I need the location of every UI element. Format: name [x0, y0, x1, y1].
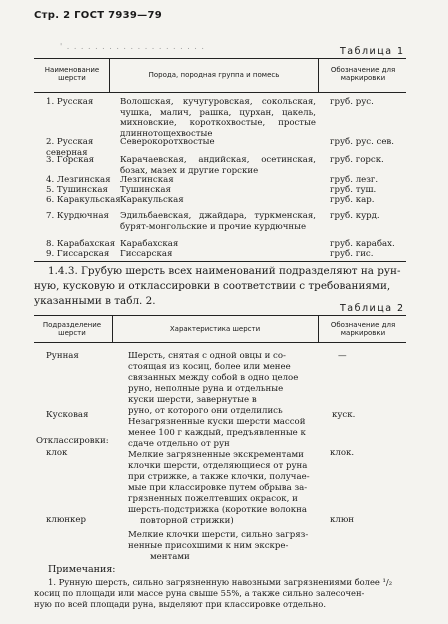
table1-row-name: 3. Горская — [46, 155, 95, 165]
table2-row-name: клок — [46, 448, 68, 458]
table2-desc-line: мые при классировке путем обрыва за- — [128, 483, 308, 493]
table1-head-name: Наименование шерсти — [44, 66, 100, 82]
table2-head-desc: Характеристика шерсти — [169, 325, 261, 333]
table2-desc-line: клочки шерсти, отделяющиеся от руна — [128, 461, 308, 471]
table1-row-breed: Карачаевская, андийская, осетинская, бозах, мазех и другие горские — [120, 155, 316, 176]
table1-row-mark: груб. рус. сев. — [330, 137, 394, 147]
table1-row-name: 7. Курдючная — [46, 211, 109, 221]
table2-desc-line: Мелкие загрязненные экскрементами — [128, 450, 304, 460]
table1-bottom-rule — [34, 261, 406, 262]
table1-row-name: 4. Лезгинская — [46, 175, 111, 185]
table2-col-divider-2 — [318, 315, 319, 342]
notes-line: косиц по площади или массе руна свыше 55%, а также сильно залесочен- — [34, 588, 365, 598]
table2-row-name: клюнкер — [46, 515, 86, 525]
page-header: Стр. 2 ГОСТ 7939—79 — [34, 10, 162, 21]
notes-title: Примечания: — [48, 564, 116, 575]
table1-row-name: 6. Каракульская — [46, 195, 121, 205]
table1-col-divider-1 — [109, 58, 110, 92]
table2-desc-line: при стрижке, а также клочки, получае- — [128, 472, 310, 482]
table1-row-name: 2. Русская северная — [46, 137, 94, 158]
table2-desc-line: Мелкие клочки шерсти, сильно загряз- — [128, 530, 309, 540]
table1-row-mark: груб. кар. — [330, 195, 375, 205]
table1-row-breed: Северокоротхвостые — [120, 137, 215, 147]
table2-desc-line: ментами — [150, 552, 190, 562]
table2-desc-line: куски шерсти, завернутые в — [128, 395, 257, 405]
table2-desc-line: ненные присохшими к ним экскре- — [128, 541, 289, 551]
table2-desc-line: менее 100 г каждый, предъявленные к — [128, 428, 306, 438]
table1-row-mark: груб. карабах. — [330, 239, 395, 249]
table1-top-rule — [34, 58, 406, 59]
table2-row-name: Рунная — [46, 351, 79, 361]
notes-line: 1. Рунную шерсть, сильно загрязненную навозными загрязнениями более ¹/₂ — [48, 577, 393, 587]
table2-desc-line: связанных между собой в одно целое — [128, 373, 299, 383]
table2-col-divider-1 — [112, 315, 113, 342]
table1-row-mark: груб. лезг. — [330, 175, 379, 185]
table1-row-breed: Лезгинская — [120, 175, 174, 185]
table2-head-rule — [34, 342, 406, 343]
table1-row-mark: груб. гис. — [330, 249, 374, 259]
table1-row-breed: Карабахская — [120, 239, 179, 249]
table2-caption: Таблица 2 — [340, 303, 405, 314]
table2-row-mark: куск. — [332, 410, 356, 420]
table2-row-mark: клок. — [330, 448, 355, 458]
table2-top-rule — [34, 315, 406, 316]
table1-col-divider-2 — [318, 58, 319, 92]
table1-row-mark: груб. туш. — [330, 185, 377, 195]
table2-desc-line: повторной стрижки) — [140, 516, 234, 526]
table2-head-name: Подразделение шерсти — [42, 321, 102, 337]
table1-row-breed: Тушинская — [120, 185, 171, 195]
table2-desc-line: грязненных пожелтевших окрасок, и — [128, 494, 298, 504]
table2-desc-line: Незагрязненные куски шерсти массой — [128, 417, 306, 427]
table1-head-mark: Обозначение для маркировки — [330, 66, 396, 82]
table1-row-breed: Гиссарская — [120, 249, 173, 259]
table1-row-mark: груб. горск. — [330, 155, 384, 165]
table2-row-mark: — — [338, 351, 347, 361]
table2-row-name: Кусковая — [46, 410, 89, 420]
body-paragraph-line: указанными в табл. 2. — [34, 295, 156, 307]
table2-row-name: Отклассировки: — [36, 436, 109, 446]
table2-row-mark: клюн — [330, 515, 355, 525]
table1-row-breed: Волошская, кучугуровская, сокольская, чушка, малич, рашка, цурхан, цакель, михновские, короткохвостые, простые длиннотощехвостые — [120, 97, 316, 139]
table2-desc-line: сдаче отдельно от рун — [128, 439, 230, 449]
table1-row-name: 1. Русская — [46, 97, 94, 107]
table1-row-name: 8. Карабахская — [46, 239, 116, 249]
table1-row-name: 5. Тушинская — [46, 185, 108, 195]
table1-row-name: 9. Гиссарская — [46, 249, 110, 259]
table2-head-mark: Обозначение для маркировки — [330, 321, 396, 337]
table1-caption: Таблица 1 — [340, 46, 405, 57]
notes-line: ную по всей площади руна, выделяют при классировке отдельно. — [34, 599, 326, 609]
body-paragraph-line: ную, кусковую и отклассировки в соответствии с требованиями, — [34, 280, 391, 292]
table2-desc-line: руно, от которого они отделились — [128, 406, 283, 416]
table1-row-mark: груб. курд. — [330, 211, 380, 221]
table2-desc-line: руно, неполные руна и отдельные — [128, 384, 284, 394]
table1-row-breed: Эдильбаевская, джайдара, туркменская, бурят-монгольские и прочие курдючные — [120, 211, 316, 232]
table2-desc-line: стоящая из косиц, более или менее — [128, 362, 291, 372]
table1-row-breed: Каракульская — [120, 195, 184, 205]
table2-desc-line: Шерсть, снятая с одной овцы и со- — [128, 351, 286, 361]
table1-head-rule — [34, 92, 406, 93]
faint-line: ' . . . . . . . . . . . . . . . . . . . . — [60, 42, 205, 51]
table2-desc-line: шерсть-подстрижка (короткие волокна — [128, 505, 307, 515]
body-paragraph-line: 1.4.3. Грубую шерсть всех наименований подразделяют на рун- — [48, 265, 401, 277]
table1-head-breed: Порода, породная группа и помесь — [148, 71, 280, 79]
table1-row-mark: груб. рус. — [330, 97, 374, 107]
